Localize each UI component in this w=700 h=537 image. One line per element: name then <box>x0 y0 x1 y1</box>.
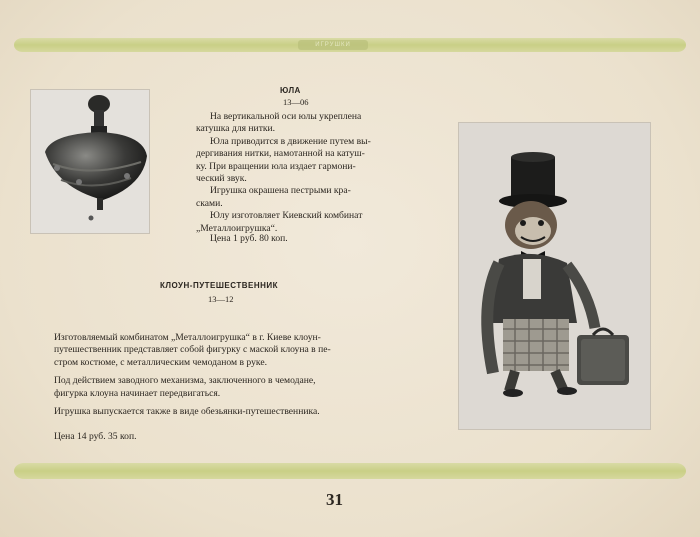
yula-line-9: Юлу изготовляет Киевский комбинат <box>210 210 363 222</box>
article-code-yula: 13—06 <box>283 97 309 107</box>
clown-line-6: Игрушка выпускается также в виде обезьянки-путешественника. <box>54 406 320 418</box>
clown-traveler-illustration <box>459 123 650 429</box>
yula-line-1: На вертикальной оси юлы укреплена <box>210 111 362 122</box>
yula-line-4: дергивания нитки, намотанной на катуш- <box>196 148 365 160</box>
clown-line-5: фигурка клоуна начинает передвигаться. <box>54 387 221 399</box>
article-body-yula <box>196 111 436 235</box>
yula-line-3: Юла приводится в движение путем вы- <box>210 135 371 147</box>
spinning-top-photo <box>30 89 150 234</box>
clown-line-4: Под действием заводного механизма, заключенного в чемодане, <box>54 375 316 387</box>
page-number: 31 <box>326 490 343 509</box>
yula-line-7: Игрушка окрашена пестрыми кра- <box>210 185 351 197</box>
top-band-label: ИГРУШКИ <box>298 40 368 50</box>
article-title-clown: КЛОУН-ПУТЕШЕСТВЕННИК <box>160 281 279 290</box>
clown-line-3: стром костюме, с металлическим чемоданом в руке. <box>54 356 267 368</box>
yula-line-8: сками. <box>196 197 223 209</box>
bottom-decorative-band <box>14 463 686 479</box>
clown-line-1: Изготовляемый комбинатом „Металлоигрушка“ в г. Киеве клоун- <box>54 332 321 343</box>
yula-line-5: ку. При вращении юла издает гармони- <box>196 160 356 172</box>
yula-price: Цена 1 руб. 80 коп. <box>210 233 288 244</box>
clown-traveler-photo <box>458 122 651 430</box>
yula-line-10: „Металлоигрушка“. <box>196 222 278 234</box>
article-code-clown: 13—12 <box>208 294 234 304</box>
article-title-yula: ЮЛА <box>280 86 301 95</box>
article-body-clown <box>54 332 440 418</box>
spinning-top-illustration <box>31 90 149 233</box>
yula-line-2: катушка для нитки. <box>196 123 276 135</box>
clown-price: Цена 14 руб. 35 коп. <box>54 431 137 442</box>
clown-line-2: путешественник представляет собой фигурку с маской клоуна в пе- <box>54 344 331 356</box>
yula-line-6: ческий звук. <box>196 173 247 185</box>
